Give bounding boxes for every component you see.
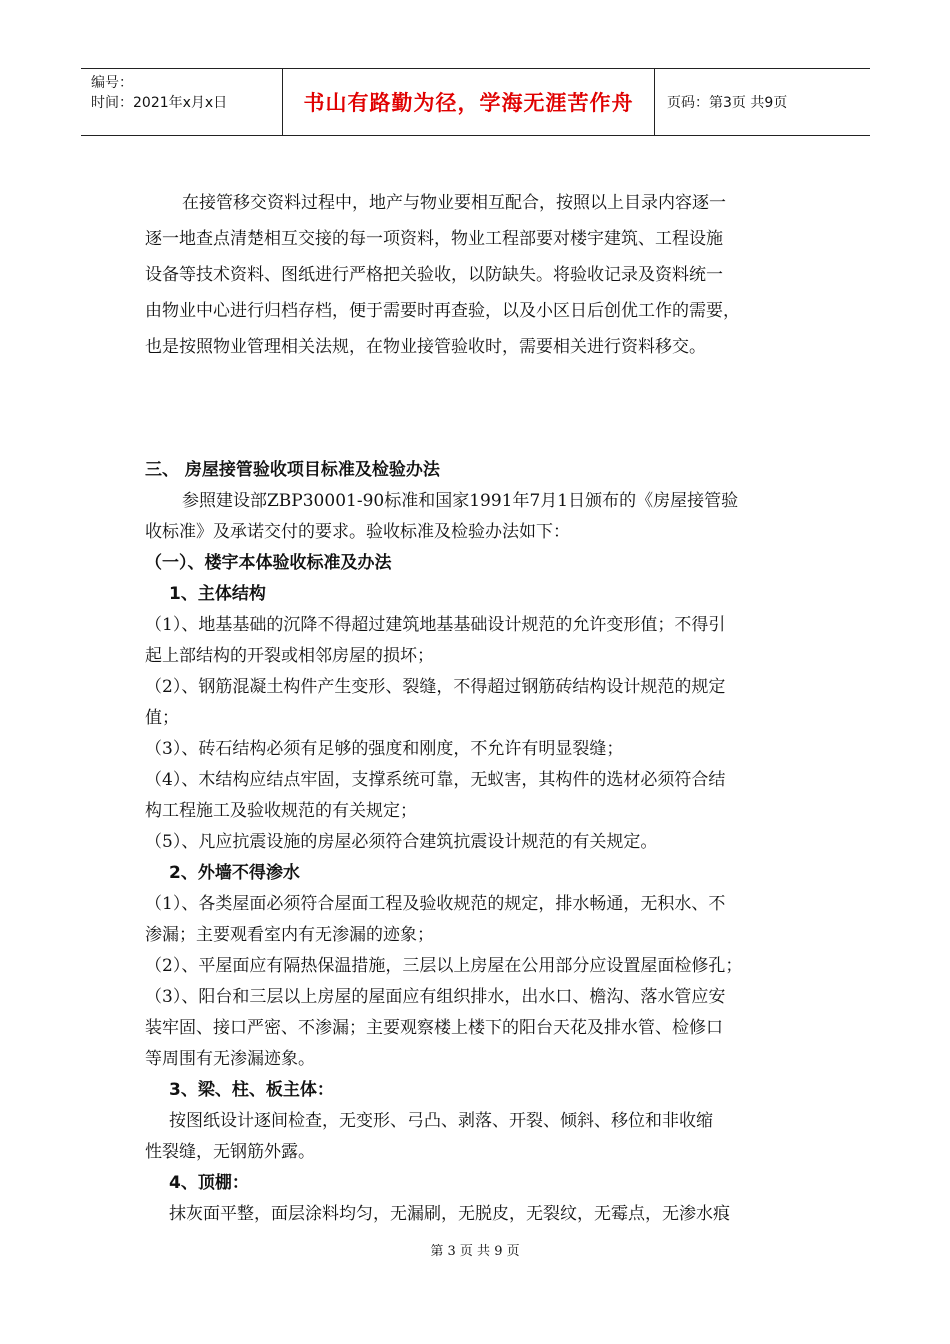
text-line: 值； — [145, 708, 179, 728]
text-line: 也是按照物业管理相关法规，在物业接管验收时，需要相关进行资料移交。 — [145, 337, 706, 357]
text-line: （3）、阳台和三层以上房屋的屋面应有组织排水，出水口、檐沟、落水管应安 — [145, 987, 726, 1007]
item-title: 3、梁、柱、板主体： — [169, 1080, 334, 1100]
item-title: 4、顶棚： — [169, 1173, 249, 1193]
page-footer — [0, 1240, 950, 1259]
text-line: 参照建设部ZBP30001-90标准和国家1991年7月1日颁布的《房屋接管验 — [182, 491, 739, 511]
text-line: 装牢固、接口严密、不渗漏；主要观察楼上楼下的阳台天花及排水管、检修口 — [145, 1018, 723, 1038]
text-line: 逐一地查点清楚相互交接的每一项资料，物业工程部要对楼宇建筑、工程设施 — [145, 229, 723, 249]
paragraph-transfer — [145, 185, 810, 365]
text-line: 构工程施工及验收规范的有关规定； — [145, 801, 417, 821]
text-line: 在接管移交资料过程中，地产与物业要相互配合，按照以上目录内容逐一 — [182, 193, 726, 213]
text-line: 性裂缝，无钢筋外露。 — [145, 1142, 315, 1162]
text-line: 等周围有无渗漏迹象。 — [145, 1049, 315, 1069]
subsection-heading: （一）、楼宇本体验收标准及办法 — [145, 553, 392, 573]
text-line: （2）、平屋面应有隔热保温措施，三层以上房屋在公用部分应设置屋面检修孔； — [145, 956, 743, 976]
text-line: （3）、砖石结构必须有足够的强度和刚度，不允许有明显裂缝； — [145, 739, 624, 759]
motto: 书山有路勤为径，学海无涯苦作舟 — [303, 91, 634, 115]
item-title: 1、主体结构 — [169, 584, 266, 604]
page-header — [81, 68, 870, 136]
text-line: （1）、各类屋面必须符合屋面工程及验收规范的规定，排水畅通，无积水、不 — [145, 894, 726, 914]
section-heading: 三、 房屋接管验收项目标准及检验办法 — [145, 460, 440, 480]
header-page-info — [655, 69, 870, 135]
page-info: 页码：第3页 共9页 — [667, 95, 788, 111]
text-line: 收标准》及承诺交付的要求。验收标准及检验办法如下： — [145, 522, 570, 542]
text-line: （4）、木结构应结点牢固，支撑系统可靠，无蚁害，其构件的选材必须符合结 — [145, 770, 726, 790]
footer-page-number: 第 3 页 共 9 页 — [430, 1244, 520, 1259]
text-line: 设备等技术资料、图纸进行严格把关验收，以防缺失。将验收记录及资料统一 — [145, 265, 723, 285]
header-motto-cell — [282, 69, 655, 135]
date-label: 时间：2021年x月x日 — [91, 95, 228, 111]
text-line: 抹灰面平整，面层涂料均匀，无漏刷，无脱皮，无裂纹，无霉点，无渗水痕 — [169, 1204, 730, 1224]
item-title: 2、外墙不得渗水 — [169, 863, 300, 883]
text-line: （1）、地基基础的沉降不得超过建筑地基基础设计规范的允许变形值；不得引 — [145, 615, 726, 635]
text-line: 起上部结构的开裂或相邻房屋的损坏； — [145, 646, 434, 666]
text-line: （2）、钢筋混凝土构件产生变形、裂缝，不得超过钢筋砖结构设计规范的规定 — [145, 677, 726, 697]
text-line: 由物业中心进行归档存档，便于需要时再查验，以及小区日后创优工作的需要， — [145, 301, 740, 321]
header-meta — [81, 69, 282, 135]
section-3 — [145, 455, 810, 1230]
text-line: 渗漏；主要观看室内有无渗漏的迹象； — [145, 925, 434, 945]
number-label: 编号： — [91, 75, 133, 91]
text-line: 按图纸设计逐间检查，无变形、弓凸、剥落、开裂、倾斜、移位和非收缩 — [169, 1111, 713, 1131]
text-line: （5）、凡应抗震设施的房屋必须符合建筑抗震设计规范的有关规定。 — [145, 832, 658, 852]
